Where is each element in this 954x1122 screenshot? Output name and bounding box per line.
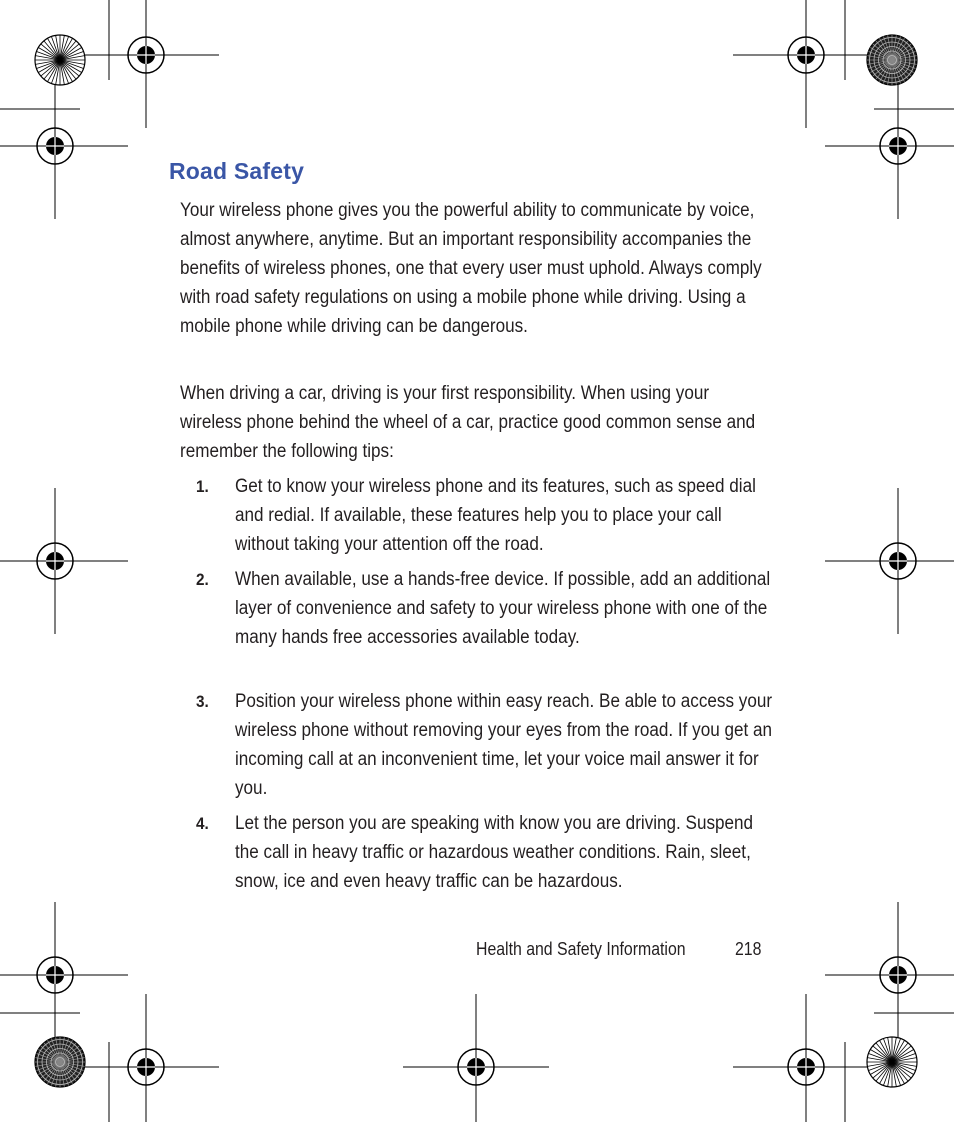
registration-target-icon	[825, 73, 954, 219]
tip-text: Let the person you are speaking with know you are driving. Suspend the call in heavy traffic or hazardous weather conditions. Rain, sleet, snow, ice and even heavy traffic can be hazardous.	[235, 813, 754, 892]
registration-target-icon	[733, 0, 879, 128]
registration-target-icon	[0, 73, 128, 219]
tips-intro-paragraph: When driving a car, driving is your first responsibility. When using your wireless phone behind the wheel of a car, practice good common sense and remember the following tips:	[180, 383, 756, 462]
registration-target-icon	[403, 994, 549, 1122]
tip-text: Get to know your wireless phone and its features, such as speed dial and redial. If available, these features help you to place your call without taking your attention off the road.	[235, 476, 756, 555]
tip-text: Position your wireless phone within easy reach. Be able to access your wireless phone without removing your eyes from the road. If you get an incoming call at an inconvenient time, let your voice mail answer it for you.	[235, 691, 773, 799]
registration-target-icon	[73, 0, 219, 128]
registration-target-icon	[73, 994, 219, 1122]
registration-target-icon	[825, 902, 954, 1048]
tip-number: 3.	[196, 692, 209, 711]
tip-text: When available, use a hands-free device. If possible, add an additional layer of convenience and safety to your wireless phone with one of the many hands free accessories available today.	[235, 569, 771, 648]
registration-target-icon	[0, 902, 128, 1048]
starburst-mark-icon	[35, 35, 85, 85]
starburst-mark-icon	[867, 35, 917, 85]
registration-target-icon	[733, 994, 879, 1122]
page-number: 218	[735, 939, 762, 959]
footer-section-name: Health and Safety Information	[476, 939, 686, 959]
section-title: Road Safety	[169, 158, 305, 184]
starburst-mark-icon	[867, 1037, 917, 1087]
tip-number: 2.	[196, 570, 209, 589]
starburst-mark-icon	[35, 1037, 85, 1087]
registration-target-icon	[825, 488, 954, 634]
tip-number: 1.	[196, 477, 209, 496]
tip-number: 4.	[196, 814, 209, 833]
intro-paragraph: Your wireless phone gives you the powerful ability to communicate by voice, almost anywhere, anytime. But an important responsibility accompanies the benefits of wireless phones, one that every user must uphold. Always comply with road safety regulations on using a mobile phone while driving. Using a mobile phone while driving can be dangerous.	[180, 200, 762, 337]
registration-target-icon	[0, 488, 128, 634]
